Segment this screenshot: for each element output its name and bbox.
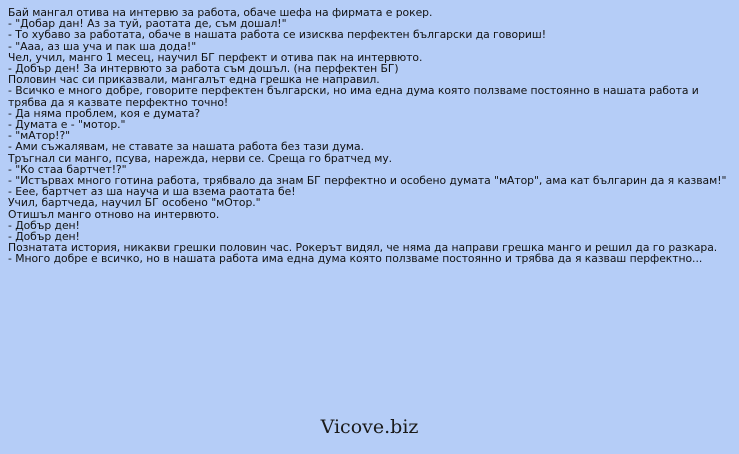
joke-line: - Много добре е всичко, но в нашата работа има една дума която ползваме постоянно и трябва да я казваш перфектно... (8, 252, 703, 266)
joke-line: Учил, бартчеда, научил БГ особено "мОтор." (8, 196, 261, 210)
joke-line: - Всичко е много добре, говорите перфектен български, но има една дума която ползваме постоянно в нашата работа и трябва да я казвате перфектно точно! (8, 84, 699, 109)
joke-line: - Добър ден! (8, 230, 80, 244)
joke-line: - Еее, бартчет аз ша науча и ша взема раотата бе! (8, 185, 296, 199)
joke-text (8, 7, 733, 265)
joke-line: - "Истървах много готина работа, трябвало да знам БГ перфектно и особено думата "мАтор", ама кат българин да я казвам!" (8, 174, 727, 188)
joke-line: Тръгнал си манго, псува, нарежда, нерви се. Среща го братчед му. (8, 151, 393, 165)
joke-line: - "Ко стаа бартчет!?" (8, 162, 127, 176)
joke-line: - Ами съжалявам, не ставате за нашата работа без тази дума. (8, 140, 364, 154)
joke-line: - Добър ден! За интервюто за работа съм дошъл. (на перфектен БГ) (8, 62, 399, 76)
joke-line: Познатата история, никакви грешки половин час. Рокерът видял, че няма да направи грешка манго и решил да го разкара. (8, 241, 718, 255)
site-watermark: Vicove.biz (320, 416, 419, 438)
joke-line: Половин час си приказвали, мангалът една грешка не направил. (8, 73, 380, 87)
joke-line: - Добър ден! (8, 218, 80, 232)
joke-line: - "Ааа, аз ша уча и пак ша дода!" (8, 39, 197, 53)
joke-line: - Да няма проблем, коя е думата? (8, 106, 201, 120)
joke-line: Отишъл манго отново на интервюто. (8, 207, 220, 221)
joke-line: - Думата е - "мотор." (8, 118, 126, 132)
joke-line: - "мАтор!?" (8, 129, 71, 143)
joke-line: - То хубаво за работата, обаче в нашата работа се изисква перфектен български да говориш! (8, 28, 546, 42)
joke-line: - "Добар дан! Аз за туй, раотата де, съм дошал!" (8, 17, 287, 31)
joke-line: Чел, учил, манго 1 месец, научил БГ перфект и отива пак на интервюто. (8, 50, 423, 64)
joke-line: Бай мангал отива на интервю за работа, обаче шефа на фирмата е рокер. (8, 6, 433, 19)
